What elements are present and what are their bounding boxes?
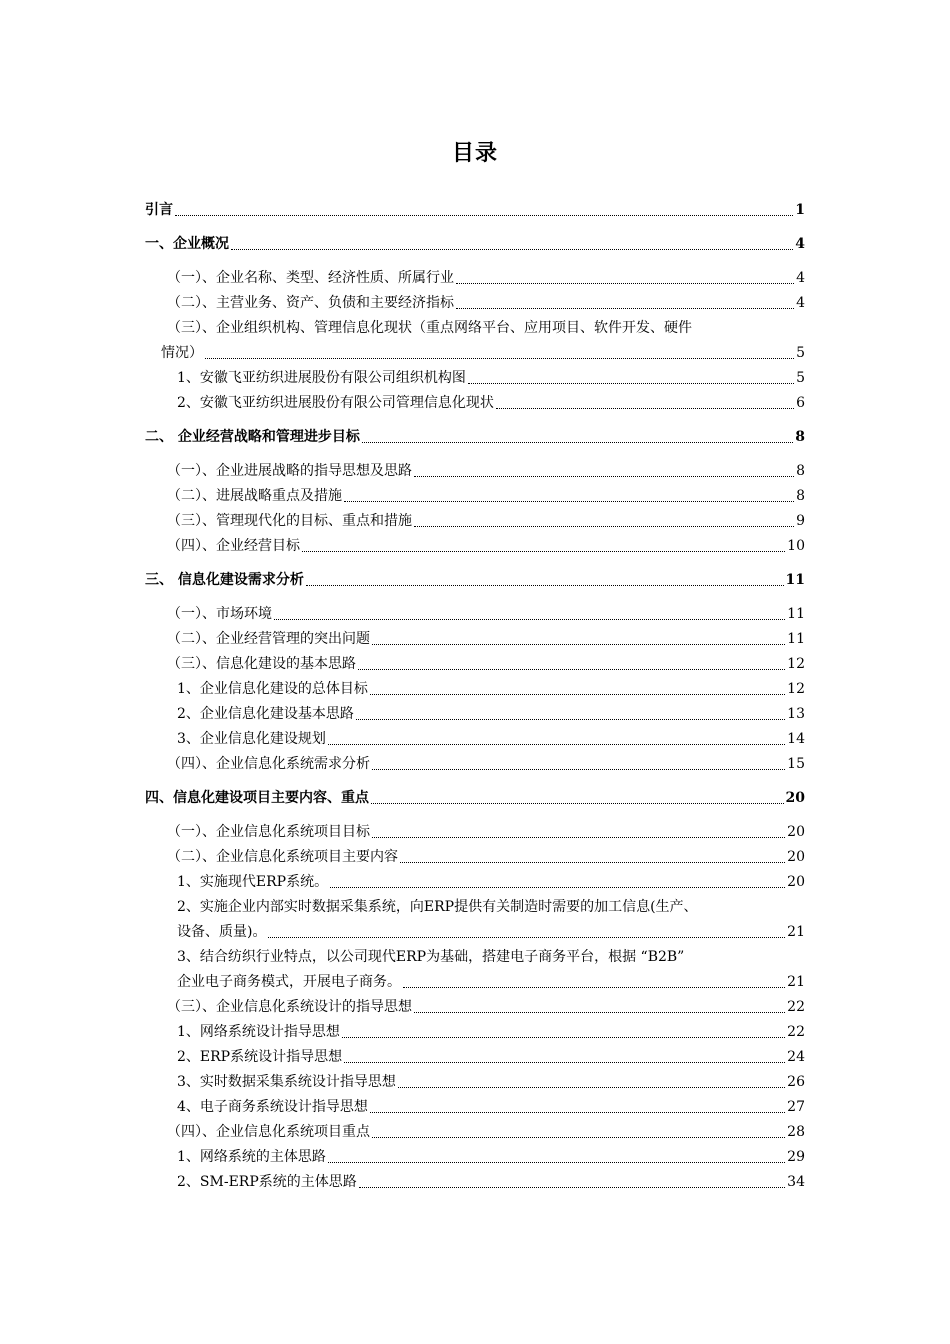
toc-entry[interactable]	[145, 232, 805, 257]
toc-entry[interactable]	[145, 627, 805, 652]
toc-label: 四、信息化建设项目主要内容、重点	[145, 790, 369, 806]
toc-leader	[372, 837, 785, 838]
toc-leader	[370, 1112, 785, 1113]
toc-entry[interactable]	[145, 1020, 805, 1045]
toc-page: 34	[787, 1174, 805, 1190]
toc-label: （一）、企业名称、类型、经济性质、所属行业	[167, 270, 454, 286]
toc-entry-line1[interactable]: 2、实施企业内部实时数据采集系统，向ERP提供有关制造时需要的加工信息(生产、	[177, 899, 698, 915]
toc-label: （二）、企业经营管理的突出问题	[167, 631, 370, 647]
toc-page: 20	[785, 790, 805, 806]
toc-leader	[328, 1162, 785, 1163]
toc-leader	[496, 408, 794, 409]
toc-label: （二）、进展战略重点及措施	[167, 488, 342, 504]
toc-label: 3、企业信息化建设规划	[177, 731, 326, 747]
toc-page: 12	[787, 656, 805, 672]
toc-leader	[372, 769, 785, 770]
toc-page: 1	[795, 202, 805, 218]
toc-leader	[306, 585, 784, 586]
toc-entry[interactable]	[145, 291, 805, 316]
toc-label: （二）、主营业务、资产、负债和主要经济指标	[167, 295, 454, 311]
toc-leader	[342, 1037, 785, 1038]
toc-leader	[302, 551, 785, 552]
toc-entry[interactable]	[145, 820, 805, 845]
toc-label: 1、安徽飞亚纺织进展股份有限公司组织机构图	[177, 370, 466, 386]
toc-entry[interactable]	[145, 198, 805, 223]
toc-leader	[398, 1087, 785, 1088]
toc-label: 3、实时数据采集系统设计指导思想	[177, 1074, 396, 1090]
toc-label: 2、SM-ERP系统的主体思路	[177, 1174, 357, 1190]
toc-leader	[175, 215, 793, 216]
toc-entry[interactable]	[145, 1170, 805, 1195]
toc-page: 6	[796, 395, 805, 411]
toc-entry[interactable]	[145, 1095, 805, 1120]
toc-entry[interactable]	[145, 425, 805, 450]
toc-page: 13	[787, 706, 805, 722]
toc-leader	[330, 887, 785, 888]
toc-entry[interactable]	[145, 845, 805, 870]
toc-page: 21	[787, 974, 805, 990]
toc-entry[interactable]	[145, 727, 805, 752]
toc-entry[interactable]	[145, 970, 805, 995]
toc-page: 8	[796, 488, 805, 504]
toc-entry[interactable]	[145, 1145, 805, 1170]
toc-leader	[231, 249, 793, 250]
toc-label: 设备、质量)。	[177, 924, 267, 940]
toc-leader	[370, 694, 785, 695]
toc-page: 8	[796, 463, 805, 479]
toc-page: 20	[787, 824, 805, 840]
toc-label: 情况）	[161, 345, 203, 361]
toc-leader	[414, 1012, 785, 1013]
toc-leader	[372, 644, 785, 645]
toc-entry[interactable]	[145, 266, 805, 291]
toc-leader	[356, 719, 785, 720]
toc-entry[interactable]	[145, 459, 805, 484]
toc-entry[interactable]	[145, 602, 805, 627]
toc-entry[interactable]	[145, 391, 805, 416]
toc-entry[interactable]	[145, 341, 805, 366]
toc-entry[interactable]	[145, 652, 805, 677]
toc-label: 1、网络系统设计指导思想	[177, 1024, 340, 1040]
toc-entry[interactable]	[145, 534, 805, 559]
toc-label: （一）、市场环境	[167, 606, 272, 622]
toc-label: 三、 信息化建设需求分析	[145, 572, 304, 588]
toc-page: 11	[785, 572, 805, 588]
toc-label: 引言	[145, 202, 173, 218]
toc-page: 11	[787, 631, 805, 647]
page-title: 目录	[451, 140, 498, 166]
toc-page: 20	[787, 849, 805, 865]
toc-entry[interactable]	[145, 752, 805, 777]
toc-page: 29	[787, 1149, 805, 1165]
toc-page: 15	[787, 756, 805, 772]
toc-leader	[358, 669, 785, 670]
toc-page: 10	[787, 538, 805, 554]
toc-label: 企业电子商务模式，开展电子商务。	[177, 974, 401, 990]
toc-page: 21	[787, 924, 805, 940]
toc-page: 27	[787, 1099, 805, 1115]
toc-leader	[205, 358, 794, 359]
toc-page: 5	[796, 370, 805, 386]
toc-label: （二）、企业信息化系统项目主要内容	[167, 849, 398, 865]
toc-entry[interactable]	[145, 484, 805, 509]
toc-label: 1、网络系统的主体思路	[177, 1149, 326, 1165]
toc-label: 1、企业信息化建设的总体目标	[177, 681, 368, 697]
toc-label: （四）、企业经营目标	[167, 538, 300, 554]
toc-leader	[328, 744, 785, 745]
toc-entry[interactable]	[145, 870, 805, 895]
toc-page: 28	[787, 1124, 805, 1140]
toc-leader	[414, 476, 794, 477]
toc-entry[interactable]	[145, 366, 805, 391]
toc-label: 2、安徽飞亚纺织进展股份有限公司管理信息化现状	[177, 395, 494, 411]
toc-entry[interactable]	[145, 1120, 805, 1145]
toc-leader	[274, 619, 785, 620]
toc-entry-line1[interactable]: （三）、企业组织机构、管理信息化现状（重点网络平台、应用项目、软件开发、硬件	[167, 320, 692, 336]
toc-entry[interactable]	[145, 1045, 805, 1070]
toc-entry[interactable]	[145, 920, 805, 945]
toc-label: （一）、企业信息化系统项目目标	[167, 824, 370, 840]
toc-leader	[359, 1187, 785, 1188]
toc-label: （一）、企业进展战略的指导思想及思路	[167, 463, 412, 479]
toc-label: 2、企业信息化建设基本思路	[177, 706, 354, 722]
toc-leader	[344, 1062, 785, 1063]
toc-page: 11	[787, 606, 805, 622]
toc-entry[interactable]	[145, 995, 805, 1020]
toc-entry[interactable]	[145, 1070, 805, 1095]
toc-page: 14	[787, 731, 805, 747]
table-of-contents	[145, 198, 805, 1195]
toc-page: 4	[796, 270, 805, 286]
toc-label: 一、企业概况	[145, 236, 229, 252]
toc-page: 5	[796, 345, 805, 361]
toc-leader	[344, 501, 794, 502]
toc-leader	[468, 383, 794, 384]
toc-page: 4	[795, 236, 805, 252]
toc-leader	[362, 442, 793, 443]
toc-page: 22	[787, 1024, 805, 1040]
toc-leader	[456, 308, 794, 309]
toc-entry[interactable]	[145, 702, 805, 727]
toc-page: 4	[796, 295, 805, 311]
toc-leader	[371, 803, 784, 804]
toc-label: 二、 企业经营战略和管理进步目标	[145, 429, 360, 445]
toc-page: 9	[796, 513, 805, 529]
toc-leader	[400, 862, 785, 863]
toc-page: 26	[787, 1074, 805, 1090]
toc-label: （三）、企业信息化系统设计的指导思想	[167, 999, 412, 1015]
toc-leader	[268, 937, 785, 938]
toc-page: 8	[795, 429, 805, 445]
toc-leader	[372, 1137, 785, 1138]
toc-page: 12	[787, 681, 805, 697]
toc-entry-line1[interactable]: 3、结合纺织行业特点，以公司现代ERP为基础，搭建电子商务平台，根据 “B2B”	[177, 949, 685, 965]
toc-label: （四）、企业信息化系统需求分析	[167, 756, 370, 772]
toc-page: 24	[787, 1049, 805, 1065]
toc-entry[interactable]	[145, 509, 805, 534]
toc-label: 2、ERP系统设计指导思想	[177, 1049, 343, 1065]
toc-entry[interactable]	[145, 786, 805, 811]
toc-leader	[403, 987, 785, 988]
toc-label: （四）、企业信息化系统项目重点	[167, 1124, 370, 1140]
toc-entry[interactable]	[145, 568, 805, 593]
toc-label: （三）、管理现代化的目标、重点和措施	[167, 513, 412, 529]
toc-label: 1、实施现代ERP系统。	[177, 874, 329, 890]
toc-leader	[414, 526, 794, 527]
toc-page: 20	[787, 874, 805, 890]
toc-leader	[456, 283, 794, 284]
toc-label: （三）、信息化建设的基本思路	[167, 656, 356, 672]
toc-label: 4、电子商务系统设计指导思想	[177, 1099, 368, 1115]
toc-page: 22	[787, 999, 805, 1015]
toc-entry[interactable]	[145, 677, 805, 702]
